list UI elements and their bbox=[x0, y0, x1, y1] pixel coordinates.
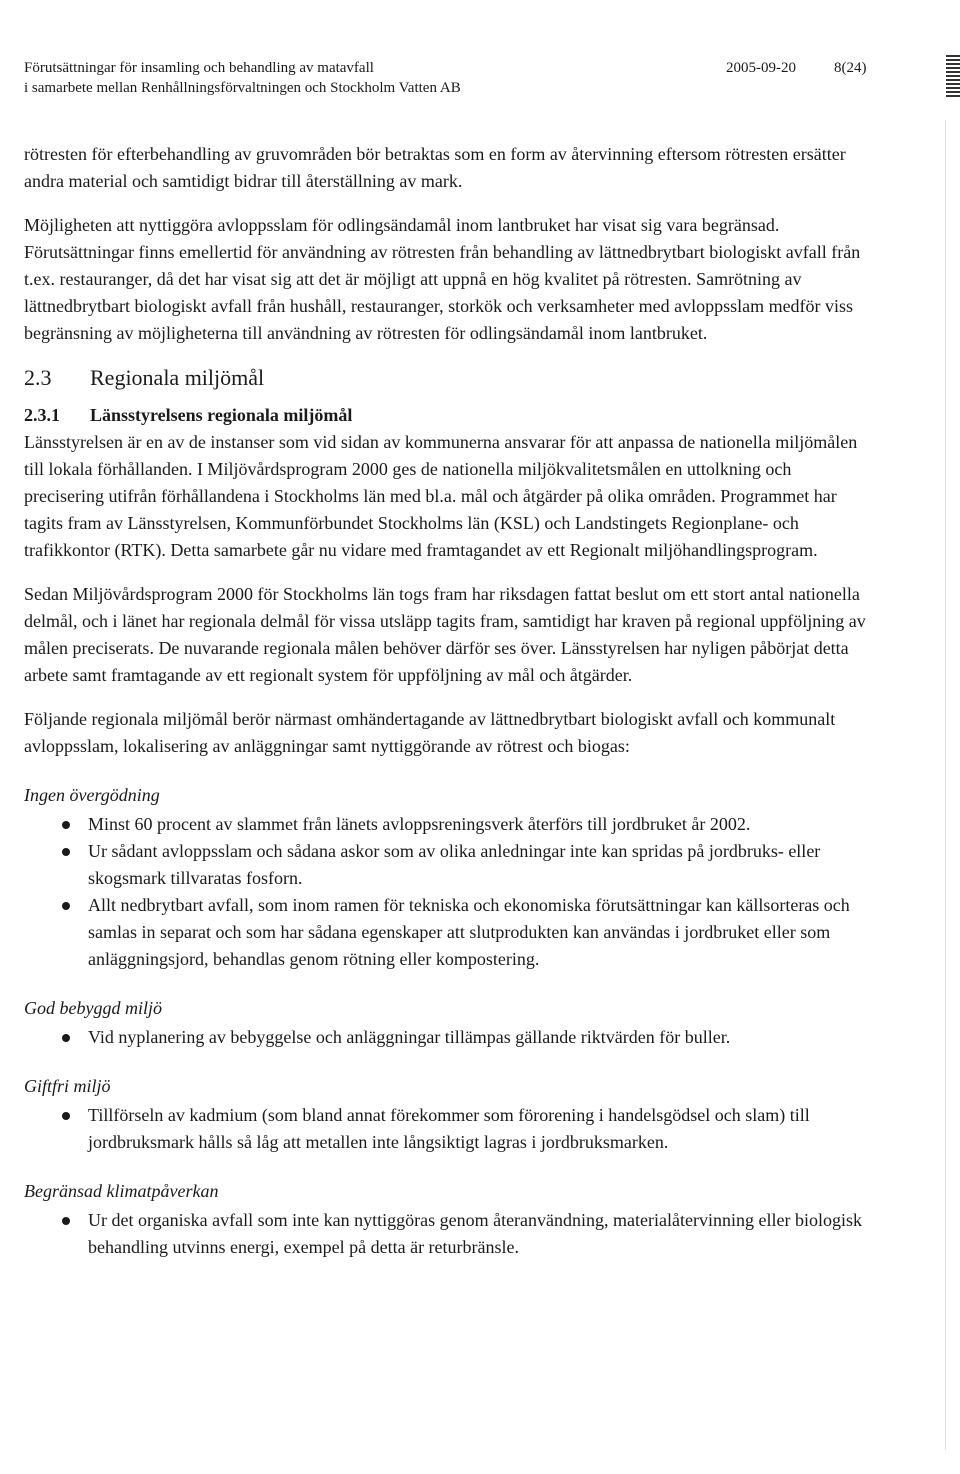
paragraph-miljovardsprogram: Sedan Miljövårdsprogram 2000 för Stockholms län togs fram har riksdagen fattat beslut om ett stort antal nationella delmål, och i länet har regionala delmål för vissa utsläpp tagits fram, samtidigt har kraven på regional uppföljning av målen preciserats. De nuvarande regionala målen behöver därför ses över. Länsstyrelsen har nyligen påbörjat detta arbete samt framtagande av ett regionalt system för uppföljning av mål och åtgärder. bbox=[24, 584, 866, 685]
bullet-icon bbox=[62, 902, 70, 910]
paragraph-intro-1: rötresten för efterbehandling av gruvområden bör betraktas som en form av återvinning eftersom rötresten ersätter andra material och samtidigt bidrar till återställning av mark. bbox=[24, 144, 846, 191]
goal-list bbox=[24, 1207, 874, 1261]
list-item bbox=[24, 1207, 874, 1261]
paragraph-lansstyrelsen: Länsstyrelsen är en av de instanser som vid sidan av kommunerna ansvarar för att anpassa de nationella miljömålen till lokala förhållanden. I Miljövårdsprogram 2000 ges de nationella miljökvalitetsmålen en uttolkning och precisering utifrån förhållandena i Stockholms län med bl.a. mål och åtgärder på olika områden. Programmet har tagits fram av Länsstyrelsen, Kommunförbundet Stockholms län (KSL) och Landstingets Regionplane- och trafikkontor (RTK). Detta samarbete går nu vidare med framtagandet av ett Regionalt miljöhandlingsprogram. bbox=[24, 432, 858, 560]
list-item bbox=[24, 1024, 874, 1051]
list-item-text: Minst 60 procent av slammet från länets avloppsreningsverk återförs till jordbruket år 2002. bbox=[88, 814, 751, 834]
goal-list bbox=[24, 1024, 874, 1051]
list-item bbox=[24, 1102, 874, 1156]
list-item-text: Allt nedbrytbart avfall, som inom ramen för tekniska och ekonomiska förutsättningar kan källsorteras och samlas in separat och som har sådana egenskaper att slutprodukten kan användas i jordbruket eller som anläggningsjord, behandlas genom rötning eller kompostering. bbox=[88, 895, 850, 969]
section-number: 2.3 bbox=[24, 365, 52, 390]
goal-title: Begränsad klimatpåverkan bbox=[24, 1181, 219, 1201]
subsection-number: 2.3.1 bbox=[24, 405, 60, 425]
bullet-icon bbox=[62, 1217, 70, 1225]
subsection-heading bbox=[24, 402, 874, 429]
scan-edge-mark bbox=[946, 55, 960, 99]
goal-block bbox=[24, 1178, 874, 1261]
document-body bbox=[24, 141, 874, 1261]
goal-block bbox=[24, 782, 874, 973]
goal-block bbox=[24, 995, 874, 1051]
list-item bbox=[24, 811, 874, 838]
header-date: 2005-09-20 bbox=[726, 60, 796, 76]
goal-list bbox=[24, 1102, 874, 1156]
header-title-line2: i samarbete mellan Renhållningsförvaltningen och Stockholm Vatten AB bbox=[24, 80, 461, 96]
header-title bbox=[24, 58, 461, 98]
goal-title: Ingen övergödning bbox=[24, 785, 160, 805]
bullet-icon bbox=[62, 1112, 70, 1120]
goal-block bbox=[24, 1073, 874, 1156]
goal-list bbox=[24, 811, 874, 973]
subsection-title: Länsstyrelsens regionala miljömål bbox=[90, 405, 353, 425]
section-heading bbox=[24, 364, 874, 392]
paragraph-intro-2: Möjligheten att nyttiggöra avloppsslam för odlingsändamål inom lantbruket har visat sig vara begränsad. Förutsättningar finns emellertid för användning av rötresten från behandling av lättnedbrytbart biologiskt avfall från t.ex. restauranger, då det har visat sig att det är möjligt att uppnå en hög kvalitet på rötresten. Samrötning av lättnedbrytbart biologiskt avfall från hushåll, restauranger, storkök och verksamheter med avloppsslam medför viss begränsning av möjligheterna till användning av rötresten för odlingsändamål inom lantbruket. bbox=[24, 215, 861, 343]
header-title-line1: Förutsättningar för insamling och behandling av matavfall bbox=[24, 60, 374, 76]
bullet-icon bbox=[62, 848, 70, 856]
list-item-text: Tillförseln av kadmium (som bland annat förekommer som förorening i handelsgödsel och slam) till jordbruksmark hålls så låg att metallen inte långsiktigt lagras i jordbruksmarken. bbox=[88, 1105, 810, 1152]
goal-title: Giftfri miljö bbox=[24, 1076, 111, 1096]
section-title: Regionala miljömål bbox=[90, 365, 265, 390]
goal-title: God bebyggd miljö bbox=[24, 998, 162, 1018]
list-item bbox=[24, 892, 874, 973]
header-page-number: 8(24) bbox=[834, 60, 867, 76]
paragraph-foljande: Följande regionala miljömål berör närmast omhändertagande av lättnedbrytbart biologiskt avfall och kommunalt avloppsslam, lokalisering av anläggningar samt nyttiggörande av rötrest och biogas: bbox=[24, 709, 836, 756]
list-item-text: Vid nyplanering av bebyggelse och anläggningar tillämpas gällande riktvärden för buller. bbox=[88, 1027, 731, 1047]
scan-edge-line bbox=[945, 120, 946, 1450]
list-item-text: Ur sådant avloppsslam och sådana askor som av olika anledningar inte kan spridas på jordbruks- eller skogsmark tillvaratas fosforn. bbox=[88, 841, 821, 888]
bullet-icon bbox=[62, 821, 70, 829]
list-item-text: Ur det organiska avfall som inte kan nyttiggöras genom återanvändning, materialåtervinning eller biologisk behandling utvinns energi, exempel på detta är returbränsle. bbox=[88, 1210, 862, 1257]
list-item bbox=[24, 838, 874, 892]
bullet-icon bbox=[62, 1034, 70, 1042]
